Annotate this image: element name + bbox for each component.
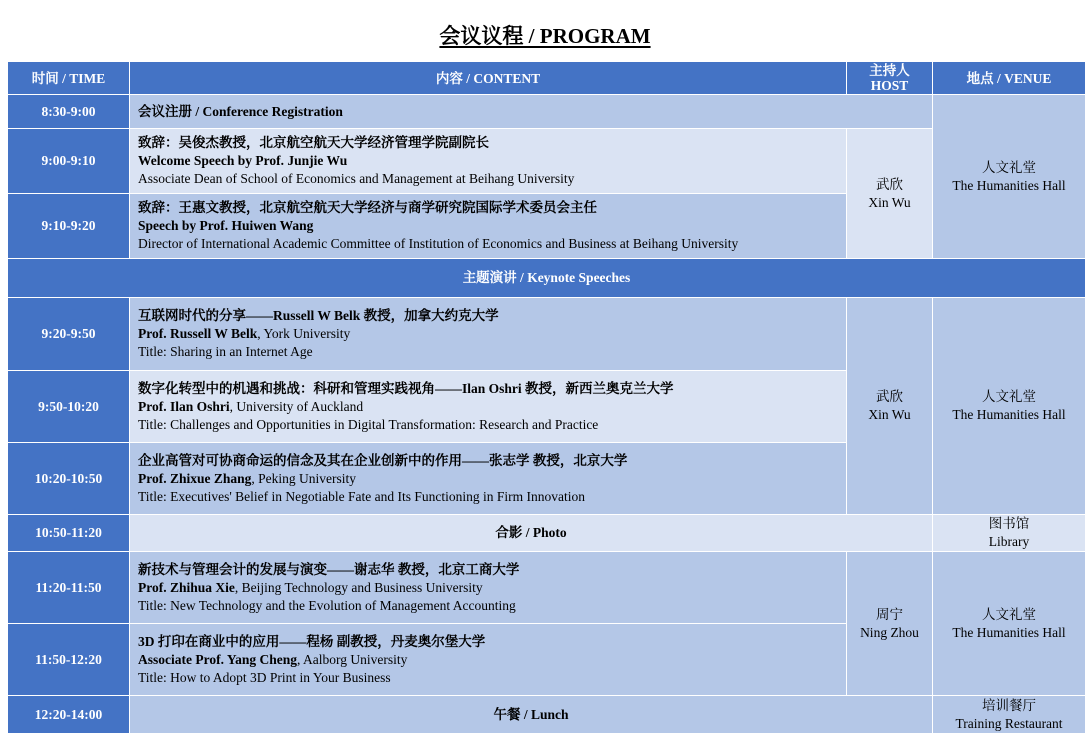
table-row [8,515,1086,552]
keynote-heading: 主题演讲 / Keynote Speeches [8,259,1086,298]
content-cell: 新技术与管理会计的发展与演变——谢志华 教授，北京工商大学 Prof. Zhihua Xie, Beijing Technology and Business University Title: New Technology and the Evolution of Management Accounting [130,552,847,624]
content-cell: 会议注册 / Conference Registration [130,95,933,129]
table-row [8,95,1086,129]
time-cell: 10:50-11:20 [8,515,130,552]
program-table [7,61,1086,734]
venue-cell: 培训餐厅 Training Restaurant [933,696,1086,734]
time-cell: 8:30-9:00 [8,95,130,129]
time-cell: 12:20-14:00 [8,696,130,734]
venue-cell: 人文礼堂 The Humanities Hall [933,298,1086,515]
header-time: 时间 / TIME [8,62,130,95]
header-host: 主持人 HOST [847,62,933,95]
content-cell: 合影 / Photo [130,515,933,552]
table-row [8,552,1086,624]
page-title: 会议议程 / PROGRAM [439,24,651,48]
time-cell: 9:10-9:20 [8,194,130,259]
content-cell: 致辞：吴俊杰教授，北京航空航天大学经济管理学院副院长 Welcome Speech by Prof. Junjie Wu Associate Dean of School of Economics and Management at Beihang University [130,129,847,194]
content-cell: 企业高管对可协商命运的信念及其在企业创新中的作用——张志学 教授，北京大学 Prof. Zhixue Zhang, Peking University Title: Executives' Belief in Negotiable Fate and Its Functioning in Firm Innovation [130,443,847,515]
host-cell: 武欣 Xin Wu [847,129,933,259]
content-cell: 午餐 / Lunch [130,696,933,734]
host-cell: 周宁 Ning Zhou [847,552,933,696]
content-cell: 致辞：王惠文教授，北京航空航天大学经济与商学研究院国际学术委员会主任 Speech by Prof. Huiwen Wang Director of International Academic Committee of Institution of Economics and Business at Beihang University [130,194,847,259]
table-row [8,298,1086,371]
time-cell: 10:20-10:50 [8,443,130,515]
content-cell: 3D 打印在商业中的应用——程杨 副教授，丹麦奥尔堡大学 Associate Prof. Yang Cheng, Aalborg University Title: How to Adopt 3D Print in Your Business [130,624,847,696]
content-cell: 数字化转型中的机遇和挑战：科研和管理实践视角——Ilan Oshri 教授，新西兰奥克兰大学 Prof. Ilan Oshri, University of Auckland Title: Challenges and Opportunities in Digital Transformation: Research and Practice [130,371,847,443]
content-cell: 互联网时代的分享——Russell W Belk 教授，加拿大约克大学 Prof. Russell W Belk, York University Title: Sharing in an Internet Age [130,298,847,371]
host-cell: 武欣 Xin Wu [847,298,933,515]
venue-cell: 人文礼堂 The Humanities Hall [933,95,1086,259]
table-header-row [8,62,1086,95]
time-cell: 9:50-10:20 [8,371,130,443]
header-content: 内容 / CONTENT [130,62,847,95]
section-row [8,259,1086,298]
time-cell: 9:00-9:10 [8,129,130,194]
table-row [8,696,1086,734]
time-cell: 9:20-9:50 [8,298,130,371]
time-cell: 11:50-12:20 [8,624,130,696]
time-cell: 11:20-11:50 [8,552,130,624]
venue-cell: 人文礼堂 The Humanities Hall [933,552,1086,696]
venue-cell: 图书馆 Library [933,515,1086,552]
header-venue: 地点 / VENUE [933,62,1086,95]
table-row [8,129,1086,194]
